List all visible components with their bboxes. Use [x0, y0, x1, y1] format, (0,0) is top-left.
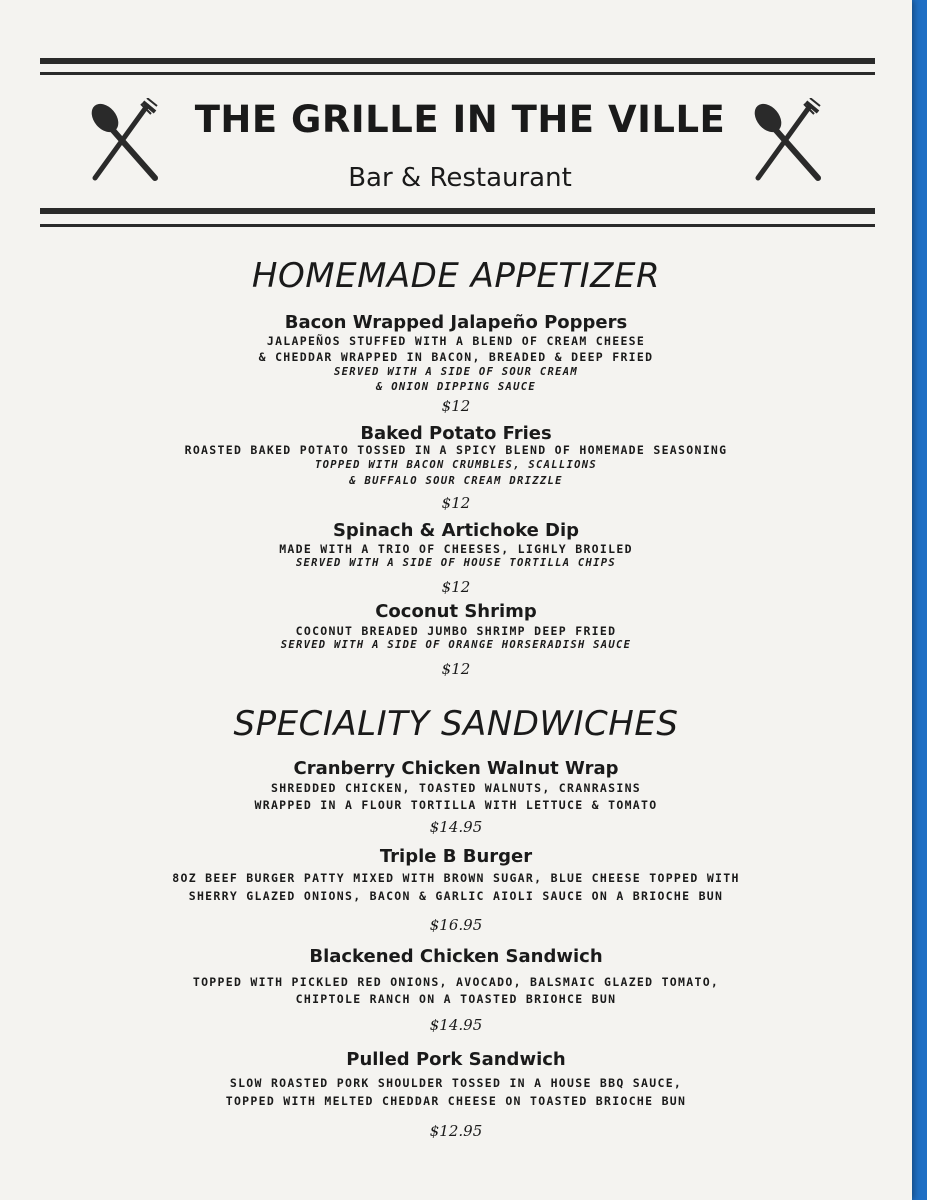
header-rule-top [40, 58, 875, 64]
menu-item-description: SERVED WITH A SIDE OF ORANGE HORSERADISH SAUCE [280, 639, 632, 651]
menu-item-description: WRAPPED IN A FLOUR TORTILLA WITH LETTUCE & TOMATO [254, 798, 658, 812]
menu-item-price: $16.95 [429, 916, 483, 934]
menu-item-price: $12 [441, 494, 471, 512]
menu-item-description: & CHEDDAR WRAPPED IN BACON, BREADED & DEEP FRIED [258, 350, 654, 364]
menu-item-description: ROASTED BAKED POTATO TOSSED IN A SPICY BLEND OF HOMEMADE SEASONING [184, 443, 728, 457]
menu-item-price: $12.95 [429, 1122, 483, 1140]
menu-item-description: COCONUT BREADED JUMBO SHRIMP DEEP FRIED [295, 624, 617, 638]
menu-item-price: $14.95 [429, 1016, 483, 1034]
section-title-appetizers: HOMEMADE APPETIZER [251, 256, 661, 296]
menu-item-description: MADE WITH A TRIO OF CHEESES, LIGHLY BROILED [279, 542, 633, 556]
menu-item-name: Spinach & Artichoke Dip [332, 520, 580, 541]
menu-item-price: $12 [441, 397, 471, 415]
menu-item-description: TOPPED WITH PICKLED RED ONIONS, AVOCADO, BALSMAIC GLAZED TOMATO, [192, 975, 720, 989]
menu-item-name: Coconut Shrimp [375, 601, 537, 622]
menu-item-description: & BUFFALO SOUR CREAM DRIZZLE [349, 475, 563, 487]
header-rule-bottom [40, 208, 875, 214]
menu-item-name: Blackened Chicken Sandwich [309, 946, 603, 967]
header-rule-bottom-thin [40, 224, 875, 227]
menu-item-description: SERVED WITH A SIDE OF HOUSE TORTILLA CHIPS [295, 557, 617, 569]
menu-item-description: SLOW ROASTED PORK SHOULDER TOSSED IN A HOUSE BBQ SAUCE, [229, 1076, 683, 1090]
menu-item-price: $12 [441, 660, 471, 678]
menu-item-price: $14.95 [429, 818, 483, 836]
menu-item-description: JALAPEÑOS STUFFED WITH A BLEND OF CREAM CHEESE [266, 334, 646, 348]
menu-item-name: Triple B Burger [379, 846, 533, 867]
menu-item-description: TOPPED WITH MELTED CHEDDAR CHEESE ON TOASTED BRIOCHE BUN [225, 1094, 687, 1108]
menu-item-description: SERVED WITH A SIDE OF SOUR CREAM [334, 366, 578, 378]
menu-item-name: Baked Potato Fries [360, 423, 552, 444]
menu-item-description: & ONION DIPPING SAUCE [375, 381, 537, 393]
menu-item-description: SHERRY GLAZED ONIONS, BACON & GARLIC AIOLI SAUCE ON A BRIOCHE BUN [188, 889, 724, 903]
menu-item-price: $12 [441, 578, 471, 596]
menu-item-description: 8OZ BEEF BURGER PATTY MIXED WITH BROWN SUGAR, BLUE CHEESE TOPPED WITH [172, 871, 740, 885]
section-title-sandwiches: SPECIALITY SANDWICHES [233, 704, 679, 744]
menu-item-description: CHIPTOLE RANCH ON A TOASTED BRIOHCE BUN [295, 992, 617, 1006]
menu-item-description: TOPPED WITH BACON CRUMBLES, SCALLIONS [315, 459, 597, 471]
menu-item-name: Cranberry Chicken Walnut Wrap [293, 758, 619, 779]
header-rule-top-thin [40, 72, 875, 75]
restaurant-subtitle: Bar & Restaurant [348, 163, 572, 193]
menu-item-name: Bacon Wrapped Jalapeño Poppers [284, 312, 628, 333]
menu-item-name: Pulled Pork Sandwich [346, 1049, 566, 1070]
menu-item-description: SHREDDED CHICKEN, TOASTED WALNUTS, CRANRASINS [270, 781, 642, 795]
restaurant-name: THE GRILLE IN THE VILLE [194, 98, 726, 141]
